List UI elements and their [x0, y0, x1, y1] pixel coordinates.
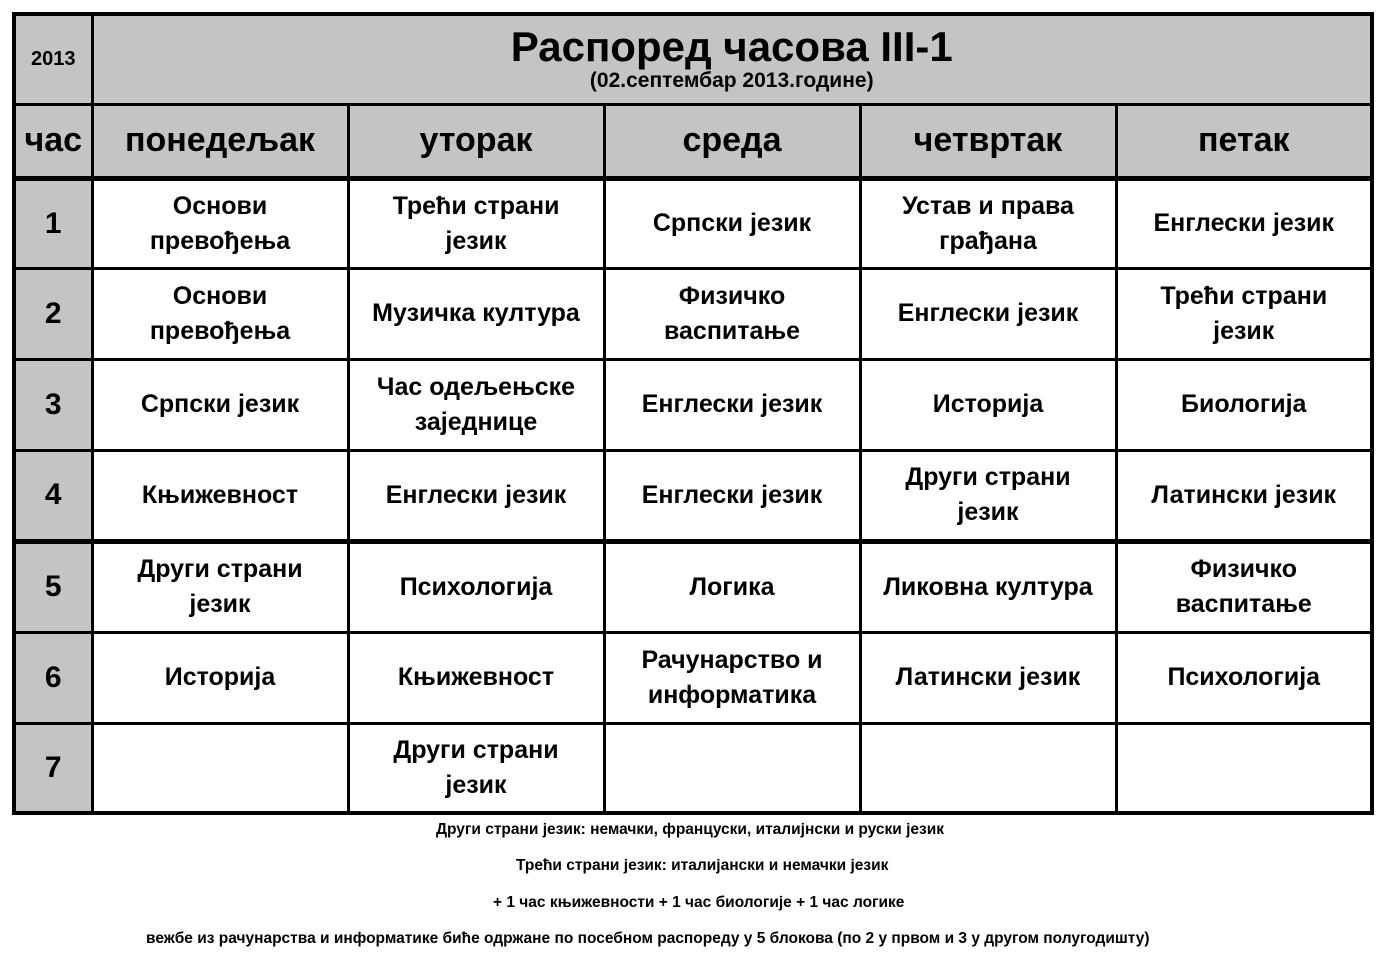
- note-second-foreign-language: Други страни језик: немачки, француски, италијнски и руски језик: [436, 821, 945, 838]
- title-block: [92, 14, 1372, 104]
- subject-cell-thursday: Латински језик: [860, 632, 1116, 723]
- schedule-body: [14, 178, 1372, 813]
- subject-cell-friday: Биологија: [1116, 359, 1372, 450]
- note-extra-classes: + 1 час књижевности + 1 час биологије + 1 час логике: [493, 894, 905, 911]
- subject-cell-monday: Основи превођења: [92, 268, 348, 359]
- period-number: 4: [14, 450, 92, 541]
- subject-cell-monday: Књижевност: [92, 450, 348, 541]
- period-number: 3: [14, 359, 92, 450]
- subject-cell-monday: Основи превођења: [92, 178, 348, 268]
- subject-cell-friday: Психологија: [1116, 632, 1372, 723]
- subject-cell-tuesday: Психологија: [348, 541, 604, 632]
- subject-cell-wednesday: [604, 723, 860, 813]
- page-title: Распоред часова III-1: [510, 23, 953, 71]
- year-label: 2013: [14, 14, 92, 104]
- period-number: 2: [14, 268, 92, 359]
- schedule-row: [14, 178, 1372, 268]
- subject-cell-monday: Српски језик: [92, 359, 348, 450]
- schedule-row: [14, 359, 1372, 450]
- subject-cell-friday: [1116, 723, 1372, 813]
- schedule-row: [14, 723, 1372, 813]
- subject-cell-wednesday: Логика: [604, 541, 860, 632]
- subject-cell-monday: Други страни језик: [92, 541, 348, 632]
- subject-cell-thursday: [860, 723, 1116, 813]
- subject-cell-tuesday: Трећи страни језик: [348, 178, 604, 268]
- subject-cell-wednesday: Рачунарство и информатика: [604, 632, 860, 723]
- subject-cell-tuesday: Музичка култура: [348, 268, 604, 359]
- subject-cell-monday: Историја: [92, 632, 348, 723]
- day-header-tuesday: уторак: [348, 104, 604, 178]
- period-number: 6: [14, 632, 92, 723]
- page-subtitle: (02.септембар 2013.године): [589, 69, 874, 93]
- day-header-friday: петак: [1116, 104, 1372, 178]
- day-header-wednesday: среда: [604, 104, 860, 178]
- subject-cell-wednesday: Српски језик: [604, 178, 860, 268]
- subject-cell-thursday: Енглески језик: [860, 268, 1116, 359]
- subject-cell-thursday: Ликовна култура: [860, 541, 1116, 632]
- schedule-row: [14, 268, 1372, 359]
- subject-cell-wednesday: Енглески језик: [604, 359, 860, 450]
- day-header-thursday: четвртак: [860, 104, 1116, 178]
- schedule-row: [14, 541, 1372, 632]
- schedule-row: [14, 450, 1372, 541]
- period-number: 5: [14, 541, 92, 632]
- title-row: [14, 14, 1372, 104]
- subject-cell-wednesday: Енглески језик: [604, 450, 860, 541]
- subject-cell-tuesday: Књижевност: [348, 632, 604, 723]
- period-number: 7: [14, 723, 92, 813]
- subject-cell-tuesday: Енглески језик: [348, 450, 604, 541]
- schedule-row: [14, 632, 1372, 723]
- note-computing-exercises: вежбе из рачунарства и информатике биће одржане по посебном распореду у 5 блокова (по 2 у првом и 3 у другом полугодишту): [146, 930, 1150, 947]
- schedule-table: [12, 12, 1374, 815]
- subject-cell-friday: Латински језик: [1116, 450, 1372, 541]
- day-header-monday: понедељак: [92, 104, 348, 178]
- subject-cell-tuesday: Други страни језик: [348, 723, 604, 813]
- subject-cell-friday: Трећи страни језик: [1116, 268, 1372, 359]
- period-column-header: час: [14, 104, 92, 178]
- header-row: [14, 104, 1372, 178]
- subject-cell-thursday: Историја: [860, 359, 1116, 450]
- subject-cell-tuesday: Час одељењске заједнице: [348, 359, 604, 450]
- period-number: 1: [14, 178, 92, 268]
- subject-cell-thursday: Устав и права грађана: [860, 178, 1116, 268]
- subject-cell-thursday: Други страни језик: [860, 450, 1116, 541]
- note-third-foreign-language: Трећи страни језик: италијански и немачки језик: [516, 857, 889, 874]
- subject-cell-wednesday: Физичко васпитање: [604, 268, 860, 359]
- subject-cell-friday: Физичко васпитање: [1116, 541, 1372, 632]
- subject-cell-monday: [92, 723, 348, 813]
- subject-cell-friday: Енглески језик: [1116, 178, 1372, 268]
